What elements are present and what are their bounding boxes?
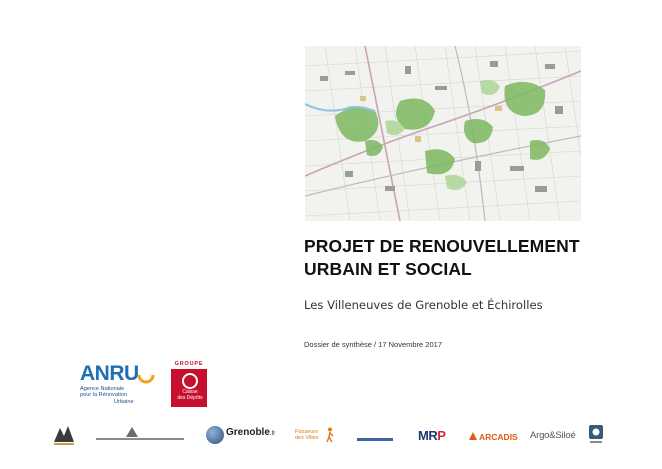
dossier-date: Dossier de synthèse / 17 Novembre 2017 xyxy=(304,340,442,349)
anru-caption-line: Urbaine xyxy=(114,398,134,405)
masterplan-map xyxy=(305,46,581,221)
walker-icon xyxy=(325,427,335,443)
grenoble-wordmark: Grenoble xyxy=(226,427,270,438)
title-line-2: URBAIN ET SOCIAL xyxy=(304,259,472,279)
arcadis-logo: ARCADIS xyxy=(479,432,518,442)
arcadis-mark-icon xyxy=(468,431,478,441)
anru-wordmark: ANRU xyxy=(80,362,139,385)
caisse-des-depots-logo xyxy=(169,361,209,409)
anru-sun-icon xyxy=(136,365,156,385)
cdc-circle-icon xyxy=(182,373,198,389)
grenoble-suffix: .fr xyxy=(269,431,276,437)
cdc-red-box xyxy=(171,369,207,407)
passeurs-des-villes-logo xyxy=(295,429,318,441)
document-subtitle: Les Villeneuves de Grenoble et Échirolles xyxy=(304,298,543,312)
title-line-1: PROJET DE RENOUVELLEMENT xyxy=(304,236,580,256)
passeurs-line: Passeurs xyxy=(295,429,318,435)
map-drawing xyxy=(305,46,581,221)
anru-caption-line: pour la Rénovation xyxy=(80,392,127,399)
anru-logo xyxy=(80,362,160,407)
cdc-text xyxy=(173,390,207,401)
cdc-group-label: GROUPE xyxy=(174,361,204,367)
passeurs-line: des Villes xyxy=(295,435,319,441)
mrp-logo xyxy=(418,428,445,443)
grenoble-logo xyxy=(226,427,275,438)
mrp-letter-p: P xyxy=(437,428,446,443)
mrp-letters: MR xyxy=(418,428,438,443)
cdc-text-line: Caisse xyxy=(182,389,198,395)
cdc-text-line: des Dépôts xyxy=(177,394,203,401)
partner-emblem-icon xyxy=(587,424,605,446)
argo-siloe-logo: Argo&Siloé xyxy=(530,430,576,441)
grenoble-globe-icon xyxy=(206,426,224,444)
ville-echirolles-logo xyxy=(92,425,188,443)
document-title xyxy=(304,235,644,281)
urbanism-logo-bar xyxy=(357,438,393,441)
anru-caption-line: Agence Nationale xyxy=(80,386,125,392)
anru-caption xyxy=(80,386,160,405)
metropole-crest-icon xyxy=(50,424,78,448)
